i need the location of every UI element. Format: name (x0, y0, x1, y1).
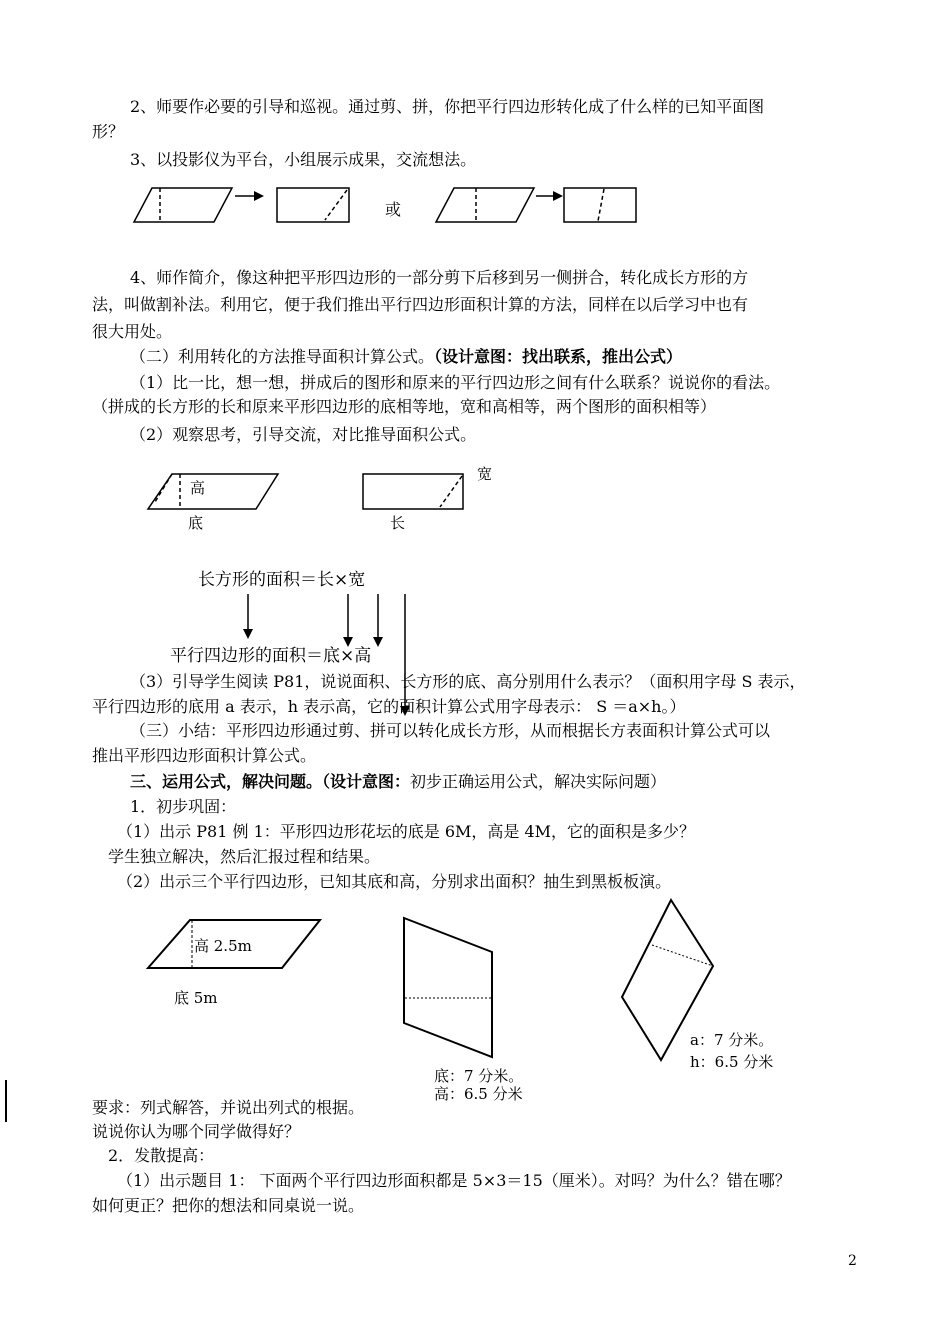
problem-1-line1: （1）出示题目 1： 下面两个平行四边形面积都是 5×3＝15（厘米）。对吗？为什么？错在哪？ (117, 1171, 791, 1190)
rectangle-shape (564, 188, 636, 222)
formula-parallelogram: 平行四边形的面积＝底×高 (170, 646, 372, 666)
exercise-fig3 (622, 900, 713, 1060)
formula-rectangle: 长方形的面积＝长×宽 (198, 570, 366, 590)
derivation-diagram (148, 474, 463, 509)
example-1-note: 学生独立解决，然后汇报过程和结果。 (108, 847, 381, 866)
base-label: 底 (188, 514, 204, 532)
exercise-fig2 (404, 918, 492, 1057)
width-label: 宽 (477, 465, 493, 483)
formula-arrows (248, 594, 405, 714)
fig1-base-label: 底 5m (174, 989, 218, 1007)
para-2-line2: 形？ (92, 122, 125, 141)
exercise-rhombus (622, 900, 713, 1060)
example-2: （2）出示三个平行四边形，已知其底和高，分别求出面积？抽生到黑板板演。 (117, 872, 672, 891)
exercise-parallelogram-2 (404, 918, 492, 1057)
height-label: 高 (190, 479, 206, 497)
para-4-line2: 法，叫做割补法。利用它，便于我们推出平行四边形面积计算的方法，同样在以后学习中也有 (92, 295, 749, 314)
para-3: 3、以投影仪为平台，小组展示成果，交流想法。 (130, 150, 477, 169)
cut-paste-diagram-2 (436, 188, 636, 222)
rectangle-shape (277, 188, 349, 222)
cut-line (440, 476, 462, 507)
fig3-base-label: a：7 分米。 (690, 1031, 774, 1049)
requirement: 要求：列式解答，并说出列式的根据。 (92, 1098, 365, 1117)
summary-line1: （三）小结：平形四边形通过剪、拼可以转化成长方形，从而根据长方表面积计算公式可以 (130, 721, 771, 740)
exercise-fig1 (148, 920, 320, 968)
fig3-height-dot (652, 945, 713, 966)
fig2-height-label: 高：6.5 分米 (434, 1085, 523, 1103)
base-parallelogram (148, 474, 278, 509)
problem-1-line2: 如何更正？把你的想法和同桌说一说。 (92, 1196, 365, 1215)
fig3-height-label: h：6.5 分米 (690, 1053, 774, 1071)
page-number: 2 (848, 1253, 857, 1269)
para-2-line1: 2、师要作必要的引导和巡视。通过剪、拼，你把平行四边形转化成了什么样的已知平面图 (130, 97, 765, 116)
para-read-line2: 平行四边形的底用 a 表示，h 表示高，它的面积计算公式用字母表示： S ＝a×h。） (92, 697, 686, 716)
section-3-heading-text: 初步正确运用公式，解决实际问题） (410, 772, 667, 791)
summary-line2: 推出平形四边形面积计算公式。 (92, 746, 317, 765)
subsection-2: 2．发散提高： (108, 1146, 215, 1165)
para-compare: （1）比一比，想一想，拼成后的图形和原来的平行四边形之间有什么联系？说说你的看法。 (130, 373, 781, 392)
cut-paste-diagram-1 (134, 188, 349, 222)
fig2-base-label: 底：7 分米。 (434, 1067, 524, 1085)
subsection-1: 1．初步巩固： (130, 797, 237, 816)
parallelogram-shape (436, 188, 534, 222)
cut-line (325, 190, 347, 220)
section-2-design-intent: （设计意图：找出联系，推出公式） (434, 347, 683, 366)
example-1: （1）出示 P81 例 1：平形四边形花坛的底是 6M，高是 4M，它的面积是多少？ (117, 822, 696, 841)
parallelogram-shape (134, 188, 232, 222)
result-rectangle (363, 474, 463, 509)
para-4-line3: 很大用处。 (92, 322, 173, 341)
length-label: 长 (390, 514, 406, 532)
section-3-heading-bold: 三、运用公式，解决问题。（设计意图： (130, 772, 411, 791)
discussion: 说说你认为哪个同学做得好？ (92, 1122, 301, 1141)
fig1-height-label: 高 2.5m (194, 937, 252, 955)
exercise-parallelogram-1 (148, 920, 320, 968)
para-read-line1: （3）引导学生阅读 P81，说说面积、长方形的底、高分别用什么表示？（面积用字母 S 表示， (130, 672, 806, 691)
para-observe: （2）观察思考，引导交流，对比推导面积公式。 (130, 425, 477, 444)
para-4-line1: 4、师作简介，像这种把平形四边形的一部分剪下后移到另一侧拼合，转化成长方形的方 (130, 268, 749, 287)
section-2-heading-text: （二）利用转化的方法推导面积计算公式。 (130, 347, 435, 366)
cut-line (598, 189, 604, 221)
or-label: 或 (385, 200, 402, 219)
para-compare-answer: （拼成的长方形的长和原来平形四边形的底相等地，宽和高相等，两个图形的面积相等） (92, 397, 717, 416)
